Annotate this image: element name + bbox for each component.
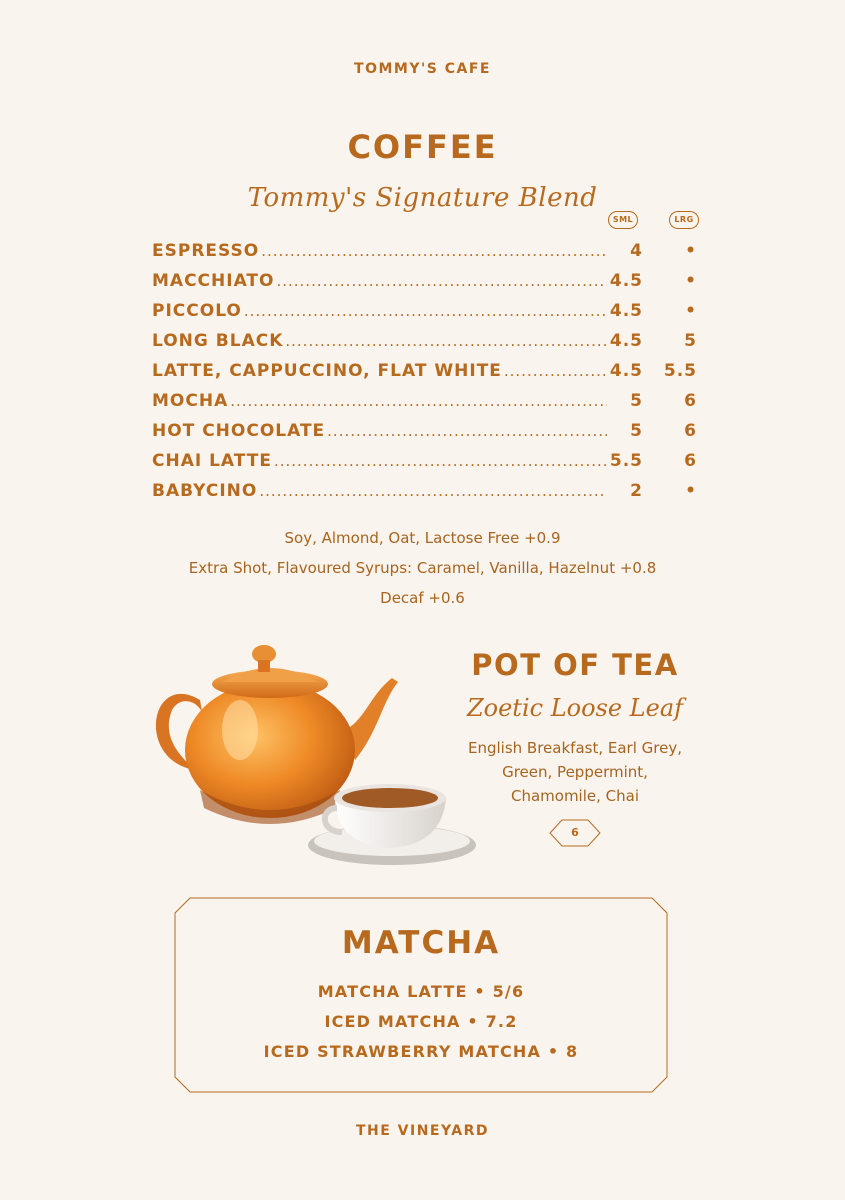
coffee-menu-list bbox=[152, 236, 697, 506]
matcha-item: ICED STRAWBERRY MATCHA • 8 bbox=[263, 1042, 579, 1061]
teapot-and-cup-icon bbox=[140, 640, 485, 875]
menu-item-name: MOCHA bbox=[152, 391, 229, 411]
price-large: • bbox=[685, 241, 697, 261]
extra-decaf: Decaf +0.6 bbox=[380, 589, 465, 607]
tea-section-title: POT OF TEA bbox=[471, 648, 679, 682]
menu-row bbox=[152, 236, 697, 266]
menu-item-name: LONG BLACK bbox=[152, 331, 284, 351]
dot-leader bbox=[504, 362, 607, 380]
price-large: 5.5 bbox=[663, 361, 697, 381]
price-small: 4.5 bbox=[609, 331, 643, 351]
price-large: • bbox=[685, 481, 697, 501]
coffee-section-title: COFFEE bbox=[347, 128, 498, 166]
price-small: 4.5 bbox=[609, 271, 643, 291]
menu-row bbox=[152, 386, 697, 416]
matcha-item: MATCHA LATTE • 5/6 bbox=[317, 982, 525, 1001]
cafe-name: TOMMY'S CAFE bbox=[354, 61, 491, 77]
matcha-section-title: MATCHA bbox=[341, 925, 501, 961]
tea-subtitle: Zoetic Loose Leaf bbox=[466, 694, 684, 722]
coffee-subtitle: Tommy's Signature Blend bbox=[247, 183, 598, 213]
dot-leader bbox=[259, 482, 607, 500]
menu-row bbox=[152, 326, 697, 356]
tea-flavours bbox=[445, 736, 705, 808]
dot-leader bbox=[230, 392, 607, 410]
price-small: 5 bbox=[630, 421, 643, 441]
price-small: 4.5 bbox=[609, 361, 643, 381]
matcha-section bbox=[174, 897, 668, 1093]
menu-row bbox=[152, 266, 697, 296]
price-large: 6 bbox=[684, 391, 697, 411]
menu-item-name: PICCOLO bbox=[152, 301, 242, 321]
menu-row bbox=[152, 446, 697, 476]
menu-row bbox=[152, 356, 697, 386]
menu-item-name: BABYCINO bbox=[152, 481, 258, 501]
price-large: 6 bbox=[684, 451, 697, 471]
tea-price: 6 bbox=[571, 826, 579, 839]
menu-item-name: LATTE, CAPPUCCINO, FLAT WHITE bbox=[152, 361, 502, 381]
price-small: 2 bbox=[630, 481, 643, 501]
coffee-extras bbox=[0, 527, 845, 617]
menu-item-name: ESPRESSO bbox=[152, 241, 260, 261]
tea-flavour-line: Green, Peppermint, bbox=[502, 763, 648, 781]
dot-leader bbox=[327, 422, 607, 440]
size-label-small: SML bbox=[608, 211, 638, 229]
price-small: 5 bbox=[630, 391, 643, 411]
extra-shot-syrups: Extra Shot, Flavoured Syrups: Caramel, Vanilla, Hazelnut +0.8 bbox=[188, 559, 657, 577]
tea-section bbox=[445, 648, 705, 848]
dot-leader bbox=[244, 302, 607, 320]
tea-flavour-line: English Breakfast, Earl Grey, bbox=[468, 739, 682, 757]
price-small: 5.5 bbox=[609, 451, 643, 471]
footer-text: THE VINEYARD bbox=[355, 1123, 490, 1139]
price-large: 6 bbox=[684, 421, 697, 441]
tea-price-badge bbox=[548, 818, 602, 848]
price-large: • bbox=[685, 271, 697, 291]
extra-milk-options: Soy, Almond, Oat, Lactose Free +0.9 bbox=[284, 529, 561, 547]
price-large: • bbox=[685, 301, 697, 321]
price-large: 5 bbox=[684, 331, 697, 351]
dot-leader bbox=[285, 332, 607, 350]
size-label-large: LRG bbox=[669, 211, 699, 229]
menu-row bbox=[152, 476, 697, 506]
menu-item-name: HOT CHOCOLATE bbox=[152, 421, 326, 441]
dot-leader bbox=[276, 272, 607, 290]
price-small: 4 bbox=[630, 241, 643, 261]
menu-row bbox=[152, 296, 697, 326]
dot-leader bbox=[261, 242, 607, 260]
menu-row bbox=[152, 416, 697, 446]
menu-item-name: CHAI LATTE bbox=[152, 451, 272, 471]
matcha-item: ICED MATCHA • 7.2 bbox=[324, 1012, 518, 1031]
dot-leader bbox=[274, 452, 607, 470]
tea-flavour-line: Chamomile, Chai bbox=[510, 787, 639, 805]
menu-item-name: MACCHIATO bbox=[152, 271, 275, 291]
price-small: 4.5 bbox=[609, 301, 643, 321]
